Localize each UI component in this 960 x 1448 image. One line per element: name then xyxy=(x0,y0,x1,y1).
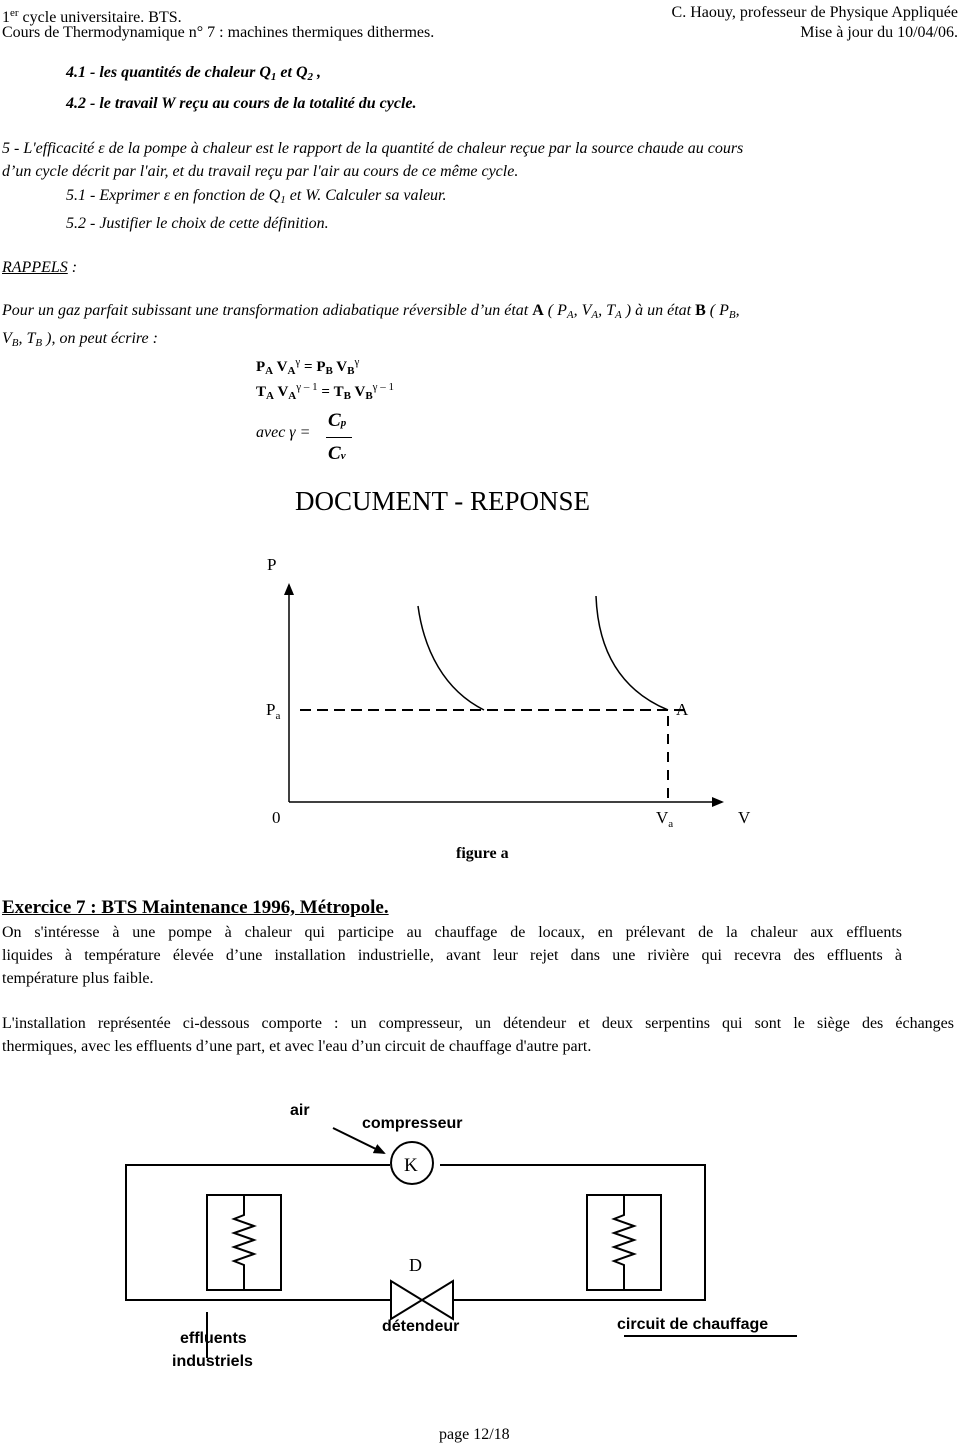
equation-1: $P_A$ $V_A^\gamma = P_B$ $V_B^\gamma$ xyxy=(256,356,360,377)
rappels-line2: $V_B$, $T_B$ ), on peut écrire : xyxy=(2,330,158,349)
exercise-paragraph-1-line1: On s'intéresse à une pompe à chaleur qui participe au chauffage de locaux, en prélevant de la chaleur aux effluents xyxy=(2,924,902,941)
header-left-line1: 1er cycle universitaire. BTS. xyxy=(2,7,182,26)
equation-2: $T_A$ $V_A^{\gamma - 1} = T_B$ $V_B^{\gamma - 1}$ xyxy=(256,381,395,402)
circuit-top-left-pipe xyxy=(126,1165,390,1289)
circuit-top-right-pipe xyxy=(440,1165,705,1289)
fraction-bar xyxy=(326,437,352,438)
page-number: page 12/18 xyxy=(439,1426,510,1443)
expansion-valve-label: détendeur xyxy=(382,1318,460,1335)
figure-a-caption: figure a xyxy=(456,845,509,862)
question-4-2 xyxy=(66,95,417,113)
question-5-line1: 5 - L'efficacité ε de la pompe à chaleur est le rapport de la quantité de chaleur reçue par la source chaude au cours xyxy=(2,140,744,157)
question-5-2: 5.2 - Justifier le choix de cette définition. xyxy=(66,215,329,232)
valve-d-label: D xyxy=(409,1255,422,1275)
x-axis-label: V xyxy=(738,808,751,827)
left-coil-resistor xyxy=(234,1195,254,1290)
heat-pump-circuit-diagram xyxy=(0,1090,960,1390)
question-4-1: 4.1 - les quantités de chaleur $Q_1$ et $Q_2$ , xyxy=(66,64,321,83)
cp-symbol: Cp xyxy=(328,410,347,431)
rappels-heading: RAPPELS : xyxy=(2,259,78,276)
header-right-line2: Mise à jour du 10/04/06. xyxy=(800,24,958,41)
question-4-2-text: 4.2 - le travail W reçu au cours de la totalité du cycle. xyxy=(66,95,417,112)
question-5-1: 5.1 - Exprimer ε en fonction de $Q_1$ et W. Calculer sa valeur. xyxy=(66,187,447,206)
rappels-line1: Pour un gaz parfait subissant une transformation adiabatique réversible d’un état A ( $P_A$, $V_A$, $T_A$ ) à un état B ( $P_B$, xyxy=(2,302,740,321)
exercise-paragraph-2-line2: thermiques, avec les effluents d’une part, et avec l'eau d’un circuit de chauffage d'autre part. xyxy=(2,1038,592,1055)
va-label: $V_a$ xyxy=(656,808,674,830)
exercise-paragraph-1-line3: température plus faible. xyxy=(2,970,154,987)
effluents-label-line1: effluents xyxy=(180,1330,247,1347)
exercise-title: Exercice 7 : BTS Maintenance 1996, Métropole. xyxy=(2,897,389,918)
compressor-k-label: K xyxy=(404,1155,418,1176)
isentropic-curve-right xyxy=(596,596,668,710)
pa-label: $P_a$ xyxy=(266,700,281,722)
point-a-label: A xyxy=(676,700,689,719)
compressor-label: compresseur xyxy=(362,1115,463,1132)
y-axis-label: P xyxy=(267,555,277,574)
gamma-definition: avec γ = xyxy=(256,424,311,441)
document-title: DOCUMENT - REPONSE xyxy=(295,486,591,516)
chauffage-label: circuit de chauffage xyxy=(617,1316,769,1333)
right-coil-resistor xyxy=(614,1195,634,1290)
cv-symbol: Cv xyxy=(328,443,346,464)
origin-label: 0 xyxy=(272,808,281,827)
isentropic-curve-left xyxy=(418,606,484,710)
question-5-line2: d’un cycle décrit par l'air, et du travail reçu par l'air au cours de ce même cycle. xyxy=(2,163,519,180)
exercise-paragraph-2-line1: L'installation représentée ci-dessous comporte : un compresseur, un détendeur et deux serpentins qui sont le siège des échanges xyxy=(2,1015,954,1032)
exercise-paragraph-1-line2: liquides à température élevée d’une installation industrielle, avant leur rejet dans une rivière qui recevra des effluents à xyxy=(2,947,902,964)
air-label: air xyxy=(290,1102,310,1119)
effluents-label-line2: industriels xyxy=(172,1353,253,1370)
circuit-bottom-right-pipe xyxy=(453,1289,705,1300)
expansion-valve-symbol xyxy=(391,1281,453,1319)
header-left-line2: Cours de Thermodynamique n° 7 : machines thermiques dithermes. xyxy=(2,24,435,41)
header-right-line1: C. Haouy, professeur de Physique Appliquée xyxy=(671,4,958,21)
figure-a-diagram xyxy=(0,540,960,870)
